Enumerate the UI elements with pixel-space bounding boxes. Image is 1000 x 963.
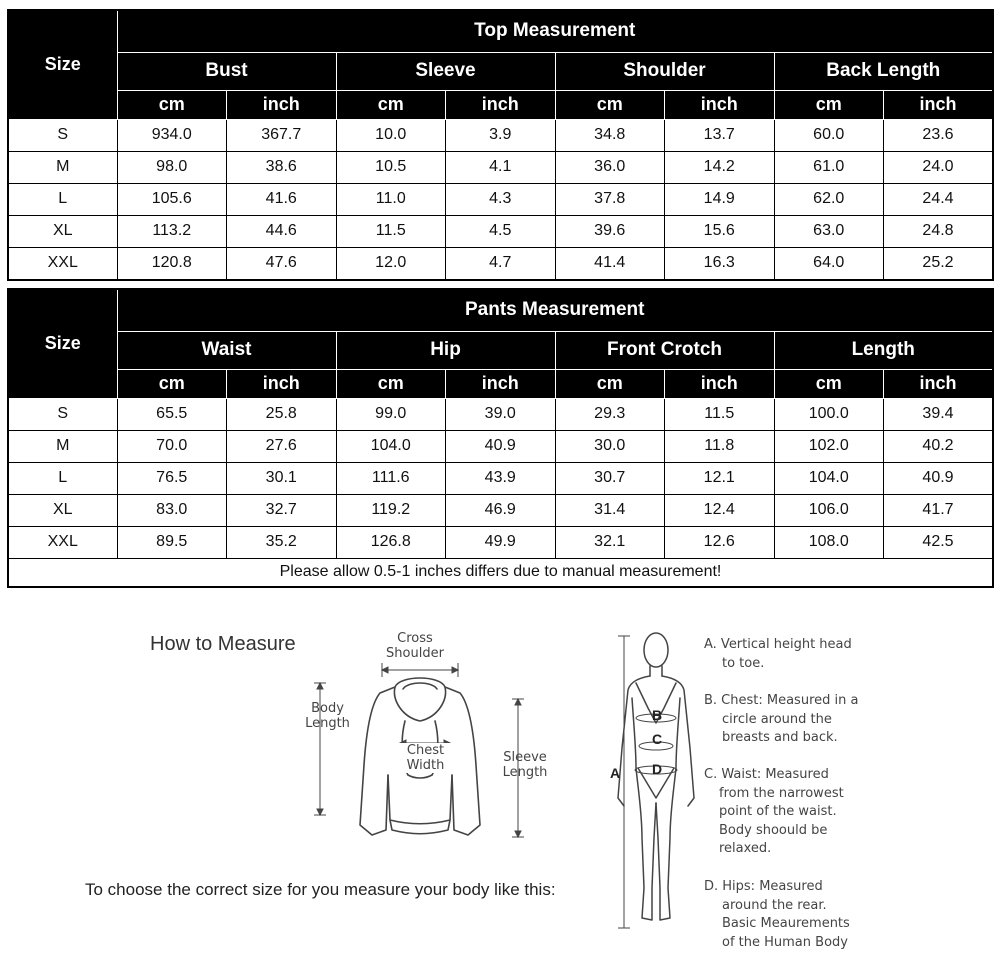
label-line: Sleeve [503,750,547,765]
value-cell: 25.2 [884,247,994,280]
size-cell: L [8,183,117,215]
value-cell: 4.5 [446,215,556,247]
note-line: of the Human Body [722,934,848,950]
figure-letter-d: D [652,761,663,777]
value-cell: 39.4 [884,398,994,430]
value-cell: 49.9 [446,526,556,558]
value-cell: 106.0 [774,494,884,526]
value-cell: 11.5 [336,215,446,247]
label-line: Body [311,701,344,716]
value-cell: 24.4 [884,183,994,215]
value-cell: 61.0 [774,151,884,183]
size-cell: S [8,119,117,151]
value-cell: 12.6 [665,526,775,558]
value-cell: 13.7 [665,119,775,151]
table-row [8,430,993,462]
size-cell: XXL [8,526,117,558]
group-header: Sleeve [336,52,555,90]
table-row [8,119,993,151]
value-cell: 29.3 [555,398,665,430]
sleeve-length-label [496,750,554,780]
figure-letter-b: B [652,707,663,723]
note-chest [704,692,858,748]
value-cell: 11.0 [336,183,446,215]
value-cell: 104.0 [336,430,446,462]
value-cell: 64.0 [774,247,884,280]
table-row [8,462,993,494]
value-cell: 4.3 [446,183,556,215]
value-cell: 126.8 [336,526,446,558]
value-cell: 65.5 [117,398,227,430]
top-table-body [8,119,993,280]
label-line: Chest [406,743,445,758]
value-cell: 3.9 [446,119,556,151]
top-measurement-table [7,9,994,281]
value-cell: 39.6 [555,215,665,247]
unit-header: cm [774,369,884,398]
note-hips [704,878,850,952]
size-cell: S [8,398,117,430]
unit-header: inch [884,369,994,398]
note-line: circle around the [722,711,832,727]
value-cell: 105.6 [117,183,227,215]
table-row [8,247,993,280]
unit-header: inch [227,90,337,119]
body-length-label [300,701,355,731]
value-cell: 63.0 [774,215,884,247]
value-cell: 31.4 [555,494,665,526]
size-cell: XL [8,215,117,247]
unit-header: cm [555,90,665,119]
label-line: Shoulder [386,646,444,661]
unit-header: inch [446,90,556,119]
size-cell: M [8,430,117,462]
value-cell: 934.0 [117,119,227,151]
value-cell: 102.0 [774,430,884,462]
group-header: Bust [117,52,336,90]
value-cell: 12.0 [336,247,446,280]
note-line: C. Waist: Measured [704,767,829,782]
value-cell: 16.3 [665,247,775,280]
value-cell: 32.7 [227,494,337,526]
value-cell: 15.6 [665,215,775,247]
value-cell: 119.2 [336,494,446,526]
size-header: Size [8,289,117,398]
unit-header: inch [884,90,994,119]
value-cell: 111.6 [336,462,446,494]
note-waist [704,766,844,859]
label-line: Length [305,716,350,731]
value-cell: 89.5 [117,526,227,558]
human-figure-sketch [600,628,700,938]
value-cell: 11.5 [665,398,775,430]
size-cell: L [8,462,117,494]
value-cell: 83.0 [117,494,227,526]
unit-header: cm [117,369,227,398]
value-cell: 46.9 [446,494,556,526]
value-cell: 41.4 [555,247,665,280]
note-line: to toe. [722,655,765,671]
value-cell: 367.7 [227,119,337,151]
value-cell: 4.1 [446,151,556,183]
value-cell: 23.6 [884,119,994,151]
value-cell: 27.6 [227,430,337,462]
note-line: around the rear. [722,897,827,913]
value-cell: 10.0 [336,119,446,151]
note-line: from the narrowest [719,785,844,801]
value-cell: 24.0 [884,151,994,183]
group-header: Waist [117,331,336,369]
unit-header: cm [555,369,665,398]
note-line: A. Vertical height head [704,637,852,652]
value-cell: 76.5 [117,462,227,494]
pants-measurement-table [7,288,994,588]
value-cell: 62.0 [774,183,884,215]
note-line: relaxed. [719,841,772,856]
value-cell: 34.8 [555,119,665,151]
value-cell: 120.8 [117,247,227,280]
value-cell: 32.1 [555,526,665,558]
value-cell: 40.9 [884,462,994,494]
label-line: Length [502,765,548,780]
table-title: Top Measurement [117,10,993,52]
value-cell: 37.8 [555,183,665,215]
value-cell: 41.6 [227,183,337,215]
value-cell: 39.0 [446,398,556,430]
value-cell: 42.5 [884,526,994,558]
unit-header: inch [665,90,775,119]
group-header: Back Length [774,52,993,90]
value-cell: 99.0 [336,398,446,430]
measurement-note: Please allow 0.5-1 inches differs due to manual measurement! [8,558,993,587]
size-cell: XL [8,494,117,526]
table-title: Pants Measurement [117,289,993,331]
table-row [8,183,993,215]
value-cell: 35.2 [227,526,337,558]
value-cell: 12.4 [665,494,775,526]
unit-header: inch [665,369,775,398]
pants-table-body [8,398,993,558]
value-cell: 40.2 [884,430,994,462]
value-cell: 47.6 [227,247,337,280]
value-cell: 10.5 [336,151,446,183]
table-row [8,526,993,558]
note-line: D. Hips: Measured [704,879,823,894]
value-cell: 11.8 [665,430,775,462]
unit-header: inch [446,369,556,398]
note-line: Body shoould be [719,822,828,838]
value-cell: 14.2 [665,151,775,183]
value-cell: 38.6 [227,151,337,183]
size-cell: M [8,151,117,183]
size-header: Size [8,10,117,119]
group-header: Hip [336,331,555,369]
value-cell: 40.9 [446,430,556,462]
group-header: Front Crotch [555,331,774,369]
value-cell: 43.9 [446,462,556,494]
note-line: breasts and back. [722,730,838,745]
value-cell: 36.0 [555,151,665,183]
table-row [8,151,993,183]
table-row [8,398,993,430]
label-line: Cross [397,631,433,646]
value-cell: 44.6 [227,215,337,247]
group-header: Length [774,331,993,369]
note-line: Basic Meaurements [722,916,850,931]
value-cell: 104.0 [774,462,884,494]
value-cell: 108.0 [774,526,884,558]
unit-header: cm [336,369,446,398]
value-cell: 98.0 [117,151,227,183]
note-line: point of the waist. [719,804,837,819]
value-cell: 30.1 [227,462,337,494]
value-cell: 60.0 [774,119,884,151]
value-cell: 24.8 [884,215,994,247]
table-row [8,215,993,247]
value-cell: 100.0 [774,398,884,430]
table-row [8,494,993,526]
size-cell: XXL [8,247,117,280]
group-header: Shoulder [555,52,774,90]
value-cell: 30.7 [555,462,665,494]
figure-letter-c: C [652,731,663,747]
value-cell: 14.9 [665,183,775,215]
value-cell: 12.1 [665,462,775,494]
value-cell: 4.7 [446,247,556,280]
note-vertical-height [704,636,852,673]
how-to-measure-title: How to Measure [150,633,296,655]
value-cell: 41.7 [884,494,994,526]
value-cell: 30.0 [555,430,665,462]
unit-header: cm [336,90,446,119]
value-cell: 113.2 [117,215,227,247]
figure-letter-a: A [610,765,621,781]
cross-shoulder-label [385,631,445,661]
unit-header: inch [227,369,337,398]
choose-size-text: To choose the correct size for you measure your body like this: [85,880,556,899]
unit-header: cm [117,90,227,119]
note-line: B. Chest: Measured in a [704,693,859,708]
unit-header: cm [774,90,884,119]
value-cell: 25.8 [227,398,337,430]
value-cell: 70.0 [117,430,227,462]
label-line: Width [406,758,445,773]
chest-width-label [398,743,453,773]
